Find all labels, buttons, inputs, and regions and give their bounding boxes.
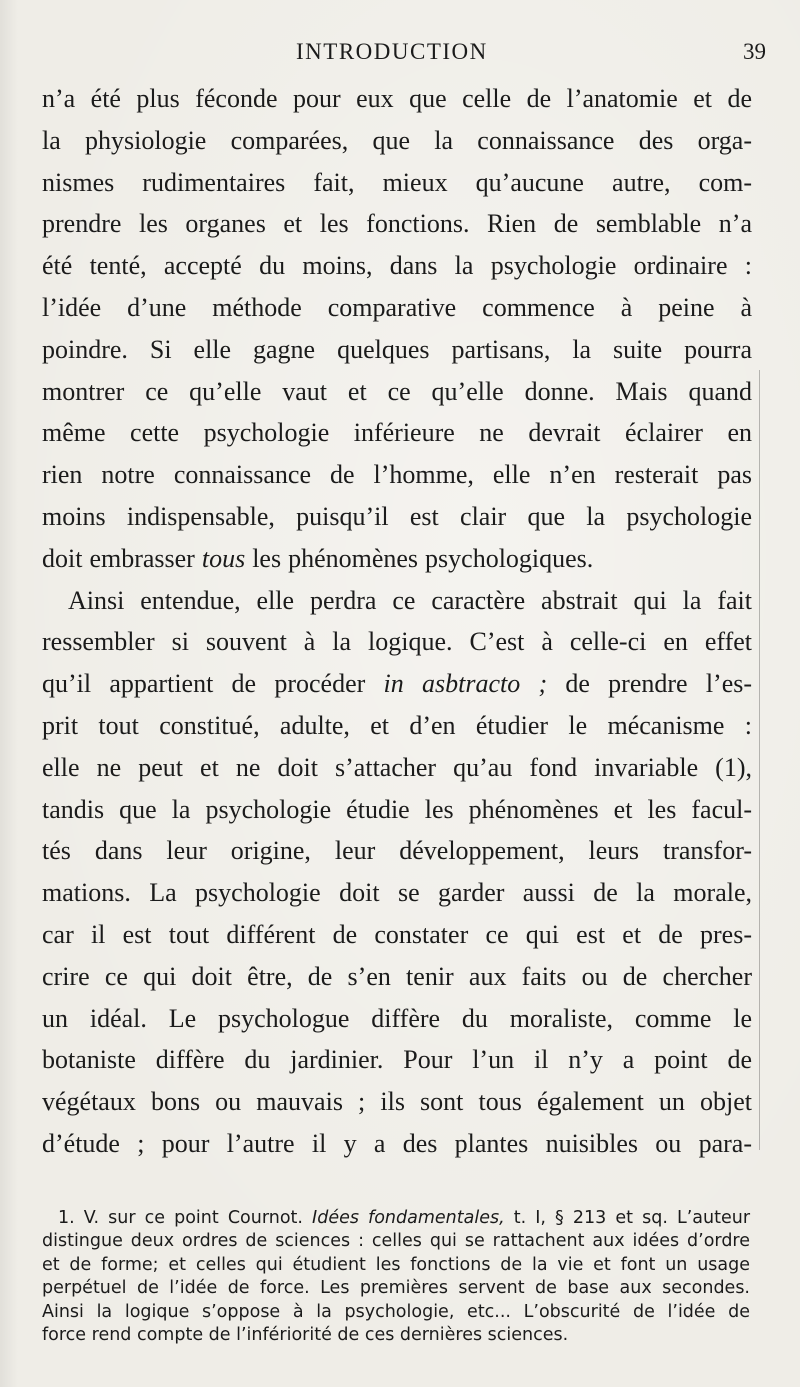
footnotes bbox=[42, 1207, 750, 1347]
page-header bbox=[0, 36, 800, 70]
page-gutter-shadow bbox=[0, 0, 18, 1387]
text-line: Ainsi entendue, elle perdra ce caractère abstrait qui la fait bbox=[68, 585, 752, 615]
text-segment: de prendre l’es- bbox=[547, 669, 753, 699]
text-line: poindre. Si elle gagne quelques partisans, la suite pourra bbox=[42, 334, 752, 364]
text-line: l’idée d’une méthode comparative commence à peine à bbox=[42, 292, 752, 322]
text-line: moins indispensable, puisqu’il est clair que la psychologie bbox=[42, 501, 752, 531]
text-line bbox=[42, 663, 752, 705]
italic-term: in asbtracto ; bbox=[383, 669, 548, 699]
text-line: n’a été plus féconde pour eux que celle de l’anatomie et de bbox=[42, 84, 752, 113]
text-line: même cette psychologie inférieure ne devrait éclairer en bbox=[42, 418, 752, 448]
text-segment: les phénomènes psychologiques. bbox=[245, 543, 594, 573]
text-segment: qu’il appartient de procéder bbox=[42, 669, 384, 699]
text-line: mations. La psychologie doit se garder aussi de la morale, bbox=[42, 878, 752, 908]
page-number: 39 bbox=[743, 39, 766, 64]
italic-title: Idées fondamentales, bbox=[312, 1208, 505, 1228]
text-line: végétaux bons ou mauvais ; ils sont tous également un objet bbox=[42, 1087, 752, 1117]
text-line: un idéal. Le psychologue diffère du moraliste, comme le bbox=[42, 1003, 752, 1033]
text-line: rien notre connaissance de l’homme, elle n’en resterait pas bbox=[42, 460, 752, 490]
text-line bbox=[42, 538, 752, 580]
footnote-line bbox=[42, 1207, 750, 1230]
text-line: tés dans leur origine, leur développement, leurs transfor- bbox=[42, 836, 752, 866]
text-line: été tenté, accepté du moins, dans la psychologie ordinaire : bbox=[42, 251, 752, 281]
text-line: d’étude ; pour l’autre il y a des plantes nuisibles ou para- bbox=[42, 1128, 752, 1158]
text-line: prit tout constitué, adulte, et d’en étudier le mécanisme : bbox=[42, 710, 752, 740]
text-line: nismes rudimentaires fait, mieux qu’aucune autre, com- bbox=[42, 167, 752, 197]
body-text bbox=[42, 78, 752, 1165]
footnote-line: Ainsi la logique s’oppose à la psychologie, etc... L’obscurité de l’idée de bbox=[42, 1301, 750, 1322]
footnote-line: et de forme; et celles qui étudient les fonctions de la vie et font un usage bbox=[42, 1254, 750, 1275]
text-line: prendre les organes et les fonctions. Rien de semblable n’a bbox=[42, 209, 752, 239]
footnote-line: distingue deux ordres de sciences : celles qui se rattachent aux idées d’ordre bbox=[42, 1231, 750, 1252]
footnote-line: perpétuel de l’idée de force. Les premières servent de base aux secondes. bbox=[42, 1278, 750, 1299]
text-line: ressembler si souvent à la logique. C’est à celle-ci en effet bbox=[42, 627, 752, 657]
text-line: tandis que la psychologie étudie les phénomènes et les facul- bbox=[42, 794, 752, 824]
text-line: montrer ce qu’elle vaut et ce qu’elle donne. Mais quand bbox=[42, 376, 752, 406]
text-line: crire ce qui doit être, de s’en tenir aux faits ou de chercher bbox=[42, 961, 752, 991]
text-segment: t. I, § 213 et sq. L’auteur bbox=[504, 1208, 751, 1228]
text-line: car il est tout différent de constater ce qui est et de pres- bbox=[42, 919, 752, 949]
margin-rule bbox=[759, 370, 760, 1150]
text-segment: doit embrasser bbox=[42, 543, 202, 573]
text-line: elle ne peut et ne doit s’attacher qu’au fond invariable (1), bbox=[42, 752, 752, 782]
text-segment: 1. V. sur ce point Cournot. bbox=[58, 1208, 313, 1228]
running-title: INTRODUCTION bbox=[296, 39, 488, 64]
text-line: la physiologie comparées, que la connaissance des orga- bbox=[42, 125, 752, 155]
footnote-line: force rend compte de l’infériorité de ces dernières sciences. bbox=[42, 1324, 569, 1345]
text-line: botaniste diffère du jardinier. Pour l’un il n’y a point de bbox=[42, 1045, 752, 1075]
italic-term: tous bbox=[201, 543, 246, 573]
